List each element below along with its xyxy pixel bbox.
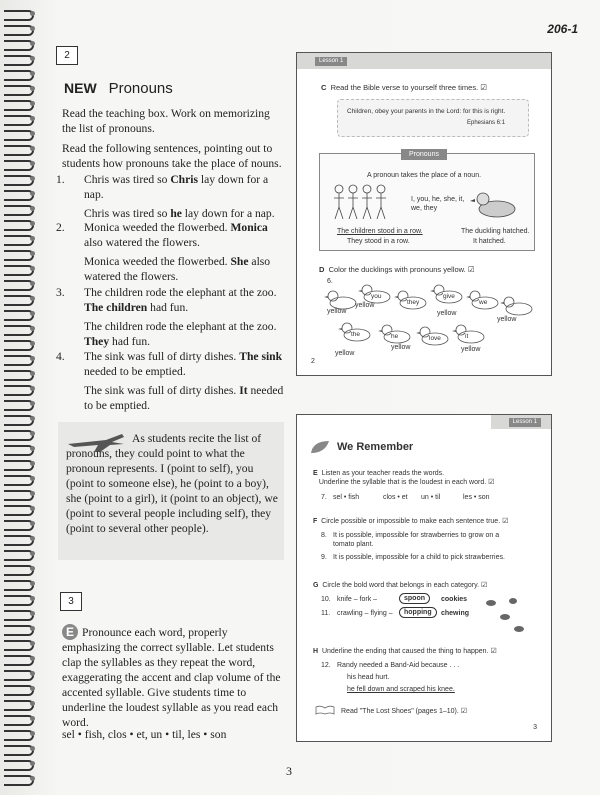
punch-hole: [30, 416, 35, 421]
lesson-title: Pronouns: [108, 80, 173, 97]
intro-paragraph-2: Read the following sentences, pointing out to students how pronouns take the place of nouns.: [62, 142, 282, 170]
duck-word: the: [351, 331, 361, 338]
punch-hole: [30, 311, 35, 316]
punch-hole: [30, 596, 35, 601]
e-word: un • til: [421, 494, 441, 501]
h-sentence: Randy needed a Band-Aid because . . .: [337, 662, 460, 669]
lesson-tag: Lesson 1: [509, 418, 541, 427]
punch-hole: [30, 386, 35, 391]
sentence-item: 1. Chris was tired so Chris lay down for a nap. Chris was tired so he lay down for a nap.: [56, 173, 275, 220]
punch-hole: [30, 71, 35, 76]
duck-word: love: [429, 335, 441, 342]
sentence-item: 2. Monica weeded the flowerbed. Monica also watered the flowers. Monica weeded the flowerbed. She also watered the flowers.: [56, 221, 271, 283]
example-2a: The duckling hatched.: [461, 228, 530, 235]
yellow-label: yellow: [497, 316, 517, 323]
punch-hole: [30, 581, 35, 586]
g-option-circled: hopping: [399, 607, 437, 618]
h-number: 12.: [321, 662, 331, 669]
sentence-item: 3. The children rode the elephant at the zoo. The children had fun. The children rode the elephant at the zoo. They had fun.: [56, 286, 277, 348]
duck-word: you: [371, 293, 382, 300]
punch-hole: [30, 356, 35, 361]
exercise-e: E Listen as your teacher reads the words. Underline the syllable that is the loudest in each word. ☑: [313, 470, 495, 486]
punch-hole: [30, 401, 35, 406]
punch-hole: [30, 431, 35, 436]
yellow-label: yellow: [355, 302, 375, 309]
duck-word: he: [391, 333, 399, 340]
duck-icon: [499, 293, 533, 317]
g-sentence: knife – fork –: [337, 596, 378, 603]
punch-hole: [30, 11, 35, 16]
punch-hole: [30, 656, 35, 661]
we-remember-title: We Remember: [337, 441, 414, 453]
punch-hole: [30, 716, 35, 721]
e-word: les • son: [463, 494, 490, 501]
f-sentence: It is possible, impossible for strawberries to grow on a tomato plant.: [333, 532, 500, 548]
punch-hole: [30, 86, 35, 91]
yellow-label: yellow: [461, 346, 481, 353]
exercise-e-text: E Pronounce each word, properly emphasizing the correct syllable. Let students clap the syllables as they repeat the word, exaggerating the accent and clap volume of the accented syllable. Give students time to underline the loudest syllable as you read each word.: [62, 625, 281, 729]
exercise-h: H Underline the ending that caused the thing to happen. ☑: [313, 648, 497, 655]
punch-hole: [30, 701, 35, 706]
pronoun-definition: A pronoun takes the place of a noun.: [367, 172, 482, 179]
punch-hole: [30, 26, 35, 31]
page-number: 3: [286, 764, 292, 778]
book-icon: 2: [56, 46, 78, 65]
punch-hole: [30, 521, 35, 526]
pronouns-box-title: Pronouns: [401, 149, 447, 160]
g-option-circled: spoon: [399, 593, 430, 604]
yellow-label: yellow: [391, 344, 411, 351]
punch-hole: [30, 566, 35, 571]
punch-hole: [30, 611, 35, 616]
punch-hole: [30, 281, 35, 286]
punch-hole: [30, 626, 35, 631]
g-sentence: crawling – flying –: [337, 610, 393, 617]
punch-hole: [30, 506, 35, 511]
punch-hole: [30, 536, 35, 541]
punch-hole: [30, 56, 35, 61]
h-option-underlined: he fell down and scraped his knee.: [347, 686, 455, 693]
punch-hole: [30, 221, 35, 226]
yellow-label: yellow: [327, 308, 347, 315]
punch-hole: [30, 641, 35, 646]
duckling: [499, 293, 533, 317]
workbook-page-number: 3: [533, 724, 537, 731]
g-number: 10.: [321, 596, 331, 603]
exercise-f: F Circle possible or impossible to make each sentence true. ☑: [313, 518, 509, 525]
punch-hole: [30, 551, 35, 556]
punch-hole: [30, 326, 35, 331]
punch-hole: [30, 101, 35, 106]
bible-verse: Children, obey your parents in the Lord: for this is right.: [347, 108, 506, 115]
exercise-e-number: 7.: [321, 494, 327, 501]
punch-hole: [30, 161, 35, 166]
punch-hole: [30, 476, 35, 481]
punch-hole: [30, 236, 35, 241]
duck-word: we: [479, 299, 488, 306]
f-number: 9.: [321, 554, 327, 561]
duck-word: it: [465, 333, 469, 340]
syllable-words: sel • fish, clos • et, un • til, les • son: [62, 728, 227, 741]
punch-hole: [30, 746, 35, 751]
example-1b: They stood in a row.: [347, 238, 410, 245]
f-number: 8.: [321, 532, 327, 539]
punch-hole: [30, 191, 35, 196]
exercise-c: C Read the Bible verse to yourself three times. ☑: [321, 83, 487, 92]
punch-hole: [30, 206, 35, 211]
punch-hole: [30, 491, 35, 496]
example-2b: It hatched.: [473, 238, 506, 245]
punch-hole: [30, 671, 35, 676]
children-illustration: [331, 183, 391, 219]
new-lesson-heading: [64, 80, 173, 97]
book-icon: [315, 705, 335, 715]
verse-reference: Ephesians 6:1: [467, 120, 506, 126]
h-option: his head hurt.: [347, 674, 390, 681]
punch-hole: [30, 731, 35, 736]
punch-hole: [30, 41, 35, 46]
g-number: 11.: [321, 610, 331, 617]
exercise-d: D Color the ducklings with pronouns yellow. ☑: [319, 265, 475, 274]
g-option: cookies: [441, 596, 468, 603]
f-sentence: It is possible, impossible for a child to pick strawberries.: [333, 554, 505, 561]
exercise-d-number: 6.: [327, 278, 333, 285]
tip-text: As students recite the list of pronouns, they could point to what the pronoun represents. I (point to self), you (point to someone else), he (point to a boy), she (point to a girl), it (point to an object), we (point to several people including self), they (point to several other people).: [66, 432, 278, 535]
punch-hole: [30, 761, 35, 766]
reading-assignment: Read "The Lost Shoes" (pages 1–10). ☑: [341, 708, 468, 715]
duckling-illustration: [469, 187, 519, 219]
punch-hole: [30, 176, 35, 181]
yellow-label: yellow: [437, 310, 457, 317]
punch-hole: [30, 116, 35, 121]
workbook-page-number: 2: [311, 358, 315, 365]
insects-illustration: [483, 595, 529, 637]
punch-hole: [30, 776, 35, 781]
workbook-page-2: [296, 52, 552, 376]
e-word: sel • fish: [333, 494, 360, 501]
sentence-item: 4. The sink was full of dirty dishes. The sink needed to be emptied. The sink was full of dirty dishes. It needed to be emptied.: [56, 350, 284, 412]
workbook-page-3: [296, 414, 552, 742]
intro-paragraph: Read the teaching box. Work on memorizing the list of pronouns.: [62, 107, 270, 135]
book-icon: 3: [60, 592, 82, 611]
punch-hole: [30, 146, 35, 151]
punch-hole: [30, 686, 35, 691]
punch-hole: [30, 266, 35, 271]
e-badge-icon: E: [62, 624, 78, 640]
leaf-icon: [309, 439, 331, 455]
verse-box: [337, 99, 529, 137]
punch-hole: [30, 461, 35, 466]
duck-word: give: [443, 293, 455, 300]
example-1a: The children stood in a row.: [337, 228, 423, 235]
punch-hole: [30, 296, 35, 301]
punch-hole: [30, 446, 35, 451]
punch-hole: [30, 131, 35, 136]
spiral-binding: [4, 10, 34, 790]
g-option: chewing: [441, 610, 470, 617]
page-code: 206-1: [547, 22, 578, 36]
pronoun-list: I, you, he, she, it, we, they: [411, 196, 465, 212]
punch-hole: [30, 251, 35, 256]
e-word: clos • et: [383, 494, 408, 501]
duck-word: they: [407, 299, 420, 306]
punch-hole: [30, 371, 35, 376]
exercise-g: G Circle the bold word that belongs in each category. ☑: [313, 582, 488, 589]
punch-hole: [30, 341, 35, 346]
yellow-label: yellow: [335, 350, 355, 357]
new-label: NEW: [64, 80, 97, 96]
lesson-tag: Lesson 1: [315, 57, 347, 66]
